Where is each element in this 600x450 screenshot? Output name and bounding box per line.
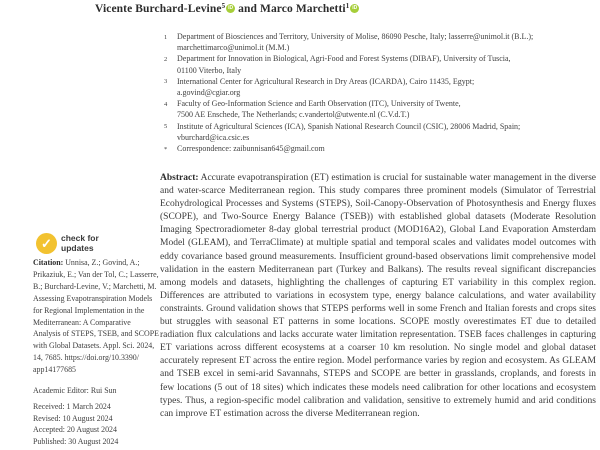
academic-editor-line: Academic Editor: Rui Sun xyxy=(33,386,117,395)
citation-line: for Regional Implementation in the xyxy=(33,305,145,315)
author-name: Marco Marchetti xyxy=(259,3,346,15)
affiliation-line: Department of Biosciences and Territory, University of Molise, 86090 Pesche, Italy; lasserre@unimol.it (B.L.); xyxy=(177,32,534,41)
affiliation-email[interactable]: marchettimarco@unimol.it (M.M.) xyxy=(177,43,290,53)
affiliation-line: Institute of Agricultural Sciences (ICA), Spanish National Research Council (CSIC), 28006 Madrid, Spain; xyxy=(177,121,521,131)
orcid-icon[interactable]: iD xyxy=(352,5,358,11)
affiliation-marker: 1 xyxy=(164,33,168,41)
affiliations-list xyxy=(164,31,600,155)
affiliation-item xyxy=(164,53,600,75)
affiliation-marker: 2 xyxy=(164,55,168,63)
check-icon: ✓ xyxy=(36,233,57,254)
affiliation-marker: 4 xyxy=(164,100,168,108)
citation-line: Citation: Unnisa, Z.; Govind, A.; xyxy=(33,258,140,267)
affiliation-email[interactable]: vburchard@ica.csic.es xyxy=(177,132,250,142)
affiliation-line: 01100 Viterbo, Italy xyxy=(177,65,242,75)
affiliation-item xyxy=(164,98,600,120)
citation-label: Citation: xyxy=(33,258,64,267)
affiliation-line: 7500 AE Enschede, The Netherlands; c.vandertol@utwente.nl (C.V.d.T.) xyxy=(177,110,410,120)
affiliation-item xyxy=(164,121,600,143)
abstract-label: Abstract: xyxy=(160,173,199,183)
author-line xyxy=(95,2,359,15)
author-affiliation-sup: 1 xyxy=(345,2,350,10)
citation-block xyxy=(33,257,163,376)
received-date: Received: 1 March 2024 xyxy=(33,402,111,411)
citation-line: Mediterranean: A Comparative xyxy=(33,317,131,327)
citation-line: with Global Datasets. Appl. Sci. 2024, xyxy=(33,341,155,351)
affiliation-item xyxy=(164,76,600,98)
badge-label-line: updates xyxy=(61,242,94,253)
correspondence-item xyxy=(164,143,600,155)
author-name: Vicente Burchard-Levine xyxy=(95,3,222,15)
badge-label-line: check for xyxy=(61,233,99,243)
published-date: Published: 30 August 2024 xyxy=(33,436,119,446)
revised-date: Revised: 10 August 2024 xyxy=(33,413,113,423)
citation-line: B.; Burchard-Levine, V.; Marchetti, M. xyxy=(33,281,157,291)
affiliation-marker: 5 xyxy=(164,123,168,131)
citation-line: Analysis of STEPS, TSEB, and SCOPE xyxy=(33,329,159,339)
affiliation-line: International Center for Agricultural Research in Dry Areas (ICARDA), Cairo 11435, Egypt; xyxy=(177,76,475,86)
affiliation-marker: 3 xyxy=(164,78,168,86)
author-affiliation-sup: 5 xyxy=(221,2,226,10)
affiliation-line: Faculty of Geo-Information Science and Earth Observation (ITC), University of Twente, xyxy=(177,99,461,109)
affiliation-email[interactable]: a.govind@cgiar.org xyxy=(177,88,241,98)
affiliation-line: Department for Innovation in Biological, Agri-Food and Forest Systems (DIBAF), University of Tuscia, xyxy=(177,54,511,64)
accepted-date: Accepted: 20 August 2024 xyxy=(33,425,117,434)
abstract-paragraph xyxy=(160,172,596,421)
correspondence-email[interactable]: Correspondence: zaibunnisan645@gmail.com xyxy=(177,144,325,154)
orcid-icon[interactable]: iD xyxy=(228,5,234,11)
citation-doi-link[interactable]: 14, 7685. https://doi.org/10.3390/ xyxy=(33,353,139,363)
citation-doi-link[interactable]: app14177685 xyxy=(33,365,76,375)
author-connector: and xyxy=(238,3,257,15)
check-for-updates-badge[interactable] xyxy=(36,233,99,254)
affiliation-item xyxy=(164,31,600,53)
citation-line: Prikaziuk, E.; Van der Tol, C.; Lasserre, xyxy=(33,269,159,279)
article-dates xyxy=(33,401,118,447)
correspondence-marker: * xyxy=(164,145,168,153)
citation-line: Assessing Evapotranspiration Models xyxy=(33,293,153,303)
abstract-text: Accurate evapotranspiration (ET) estimation is crucial for sustainable water management in the diverse and water-scarce Mediterranean region. This study compares three prominent models (Simulator of Terrestrial Ecohydrological Processes and Systems (STEPS), Soil-Canopy-Observation of Photosynthesis and Energy fluxes (SCOPE), and Two-Source Energy Balance (TSEB)) with established global datasets (Moderate Resolution Imaging Spectroradiometer 8-day global terrestrial product (MOD16A2), Global Land Evaporation Amsterdam Model (GLEAM), and TerraClimate) at multiple spatial and temporal scales and validates model outcomes with eddy covariance based ground measurements. Insufficient ground-based observations limit comprehensive model validation in the eastern Mediterranean part (Turkey and Balkans). The results reveal significant discrepancies among models and datasets, highlighting the challenges of capturing ET variability in this complex region. Differences are attributed to variations in ecosystem type, energy balance calculations, and water availability constraints. Ground validation shows that STEPS performs well in some French and Italian forests and crops sites but struggles with seasonal ET patterns in some locations. SCOPE mostly overestimates ET due to detailed radiation flux calculations and lacks accurate water limitation representation. TSEB faces challenges in capturing ET variations across different ecosystems at a coarser 10 km resolution. No single model and global dataset accurately represent ET across the entire region. Model performance varies by region and ecosystem. As GLEAM and TSEB excel in semi-arid Savannahs, STEPS and SCOPE are better in grasslands, croplands, and forests in few locations (5 out of 18 sites) which indicates these models need calibration for other locations and ecosystem types. Thus, a region-specific model calibration and validation, sensitive to extremely humid and arid conditions can improve ET estimation across the diverse Mediterranean region. xyxy=(160,173,596,419)
